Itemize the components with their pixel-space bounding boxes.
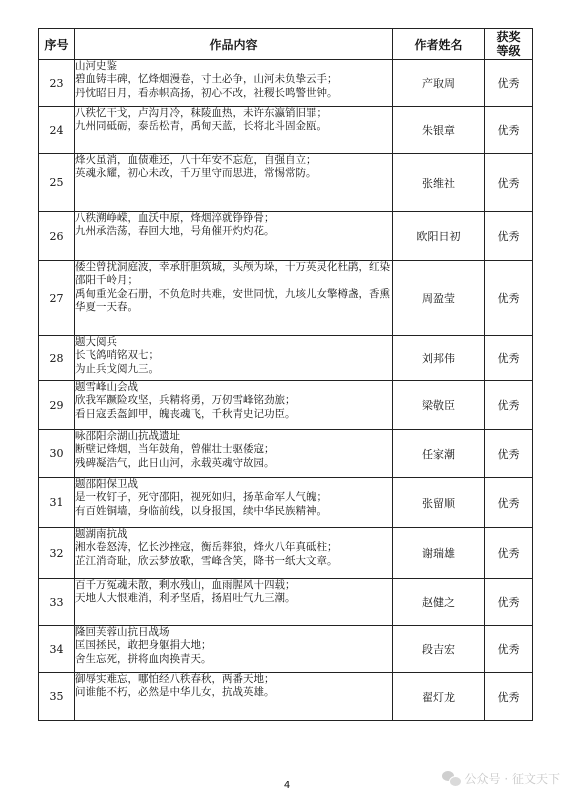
work-title: 咏邵阳佘湖山抗战遗址 [75,430,180,442]
work-content [75,673,393,721]
author-name: 朱银章 [393,107,485,154]
work-content [75,478,393,528]
awards-table [38,28,533,721]
work-content [75,528,393,579]
table-row [39,430,533,478]
award-level: 优秀 [485,579,533,626]
award-level: 优秀 [485,528,533,579]
author-name: 任家潮 [393,430,485,478]
table-row [39,261,533,336]
award-level: 优秀 [485,430,533,478]
award-level: 优秀 [485,107,533,154]
table-row [39,107,533,154]
work-content [75,579,393,626]
row-number: 28 [39,336,75,381]
table-row [39,626,533,673]
author-name: 张留顺 [393,478,485,528]
header-award-level-line1: 获奖 [496,30,521,44]
couplet-line: 欣我军蹶险攻坚，兵精将勇，万仞雪峰铭劲旅； [75,394,296,407]
couplet-line: 舍生忘死，拼将血肉换青天。 [75,652,212,665]
author-name: 谢瑞雄 [393,528,485,579]
award-level: 优秀 [485,261,533,336]
couplet-line: 芷江消奇耻，欣云梦放歌，雪峰含笑，降书一纸大文章。 [75,554,338,567]
row-number: 25 [39,154,75,212]
award-level: 优秀 [485,60,533,107]
work-content [75,60,393,107]
header-author: 作者姓名 [393,29,485,60]
author-name: 赵健之 [393,579,485,626]
couplet-line: 是一枚钉子，死守邵阳，视死如归，扬革命军人气魄； [75,491,327,504]
wechat-icon [442,771,460,787]
couplet-line: 丹忱昭日月，看赤帜高扬，初心不改，社稷长鸣警世钟。 [75,86,338,99]
table-row [39,673,533,721]
page-number: 4 [283,780,291,791]
award-level: 优秀 [485,673,533,721]
table-row [39,336,533,381]
author-name: 刘邦伟 [393,336,485,381]
couplet-line: 匡国拯民，敢把身躯捐大地； [75,639,212,652]
work-content [75,212,393,261]
row-number: 30 [39,430,75,478]
row-number: 34 [39,626,75,673]
couplet-line: 为止兵戈阅九三。 [75,362,159,375]
header-row [39,29,533,60]
couplet-line: 断壁记烽烟，当年鼓角，曾催壮士驱倭寇； [75,443,275,456]
work-content [75,626,393,673]
couplet-line: 八秩忆干戈，卢沟月冷，秣陵血热，未许东瀛销旧罪； [75,107,327,119]
table-row [39,478,533,528]
work-title: 题湖南抗战 [75,528,128,540]
couplet-line: 有百姓铜墙，身临前线，以身报国，续中华民族精神。 [75,504,327,517]
couplet-line: 烽火虽消，血债难还，八十年安不忘危，自强自立； [75,154,317,166]
couplet-line: 百千万冤魂未散，剩水残山，血雨腥风十四载； [75,579,296,591]
couplet-line: 英魂永耀，初心未改，千万里守而思进，常惕常防。 [75,167,317,180]
table-body [39,60,533,721]
watermark [442,770,560,787]
couplet-line: 天地人大恨难消，利矛坚盾，扬眉吐气九三潮。 [75,592,296,605]
work-title: 题雪峰山会战 [75,381,138,393]
work-content [75,430,393,478]
author-name: 张维社 [393,154,485,212]
award-level: 优秀 [485,154,533,212]
table-row [39,528,533,579]
couplet-line: 八秩溯峥嵘，血沃中原，烽烟淬就铮铮骨； [75,212,275,224]
work-title: 题大阅兵 [75,336,117,348]
work-content [75,154,393,212]
author-name: 欧阳日初 [393,212,485,261]
work-content [75,261,393,336]
couplet-line: 看日寇丢盔卸甲，魄丧魂飞，千秋青史记功臣。 [75,407,296,420]
award-level: 优秀 [485,478,533,528]
couplet-line: 长飞鸽哨铭双七； [75,349,159,362]
table-row [39,154,533,212]
author-name: 段吉宏 [393,626,485,673]
row-number: 33 [39,579,75,626]
author-name: 翟灯龙 [393,673,485,721]
row-number: 26 [39,212,75,261]
couplet-line: 湘水卷怒涛，忆长沙挫寇，衡岳葬狼，烽火八年真砥柱； [75,541,338,554]
row-number: 24 [39,107,75,154]
row-number: 32 [39,528,75,579]
header-content: 作品内容 [75,29,393,60]
award-level: 优秀 [485,381,533,430]
table-row [39,212,533,261]
row-number: 31 [39,478,75,528]
header-award-level [485,29,533,60]
table-row [39,381,533,430]
row-number: 29 [39,381,75,430]
row-number: 35 [39,673,75,721]
watermark-text: 公众号 · 征文天下 [464,772,560,786]
table-row [39,579,533,626]
award-level: 优秀 [485,626,533,673]
work-content [75,107,393,154]
work-title: 山河史鉴 [75,60,117,72]
award-level: 优秀 [485,336,533,381]
author-name: 周盈莹 [393,261,485,336]
work-title: 隆回芙蓉山抗日战场 [75,626,170,638]
author-name: 梁敬臣 [393,381,485,430]
award-level: 优秀 [485,212,533,261]
work-title: 题邵阳保卫战 [75,478,138,490]
work-content [75,381,393,430]
couplet-line: 问谁能不朽，必然是中华儿女，抗战英雄。 [75,686,275,699]
couplet-line: 御辱实难忘，哪怕经八秩春秋，两番天地； [75,673,275,685]
row-number: 23 [39,60,75,107]
couplet-line: 九州承浩荡，春回大地，号角催开灼灼花。 [75,225,275,238]
couplet-line: 倭尘曾扰洞庭波，幸承肝胆筑城，头颅为垛，十万英灵化杜鹃，红染邵阳千岭月； [75,261,390,287]
work-content [75,336,393,381]
couplet-line: 禹甸重光金石册，不负危时共难，安世同忧，九垓儿女擎樽盏，香熏华夏一天春。 [75,287,390,314]
row-number: 27 [39,261,75,336]
header-award-level-line2: 等级 [496,44,521,58]
couplet-line: 碧血铸丰碑，忆烽烟漫卷，寸土必争，山河未负挚云手； [75,73,338,86]
header-number: 序号 [39,29,75,60]
couplet-line: 残碑凝浩气，此日山河，永载英魂守故园。 [75,456,275,469]
couplet-line: 九州同砥砺，泰岳松青，禹甸天蓝，长将北斗固金瓯。 [75,120,327,133]
author-name: 产取周 [393,60,485,107]
table-row [39,60,533,107]
